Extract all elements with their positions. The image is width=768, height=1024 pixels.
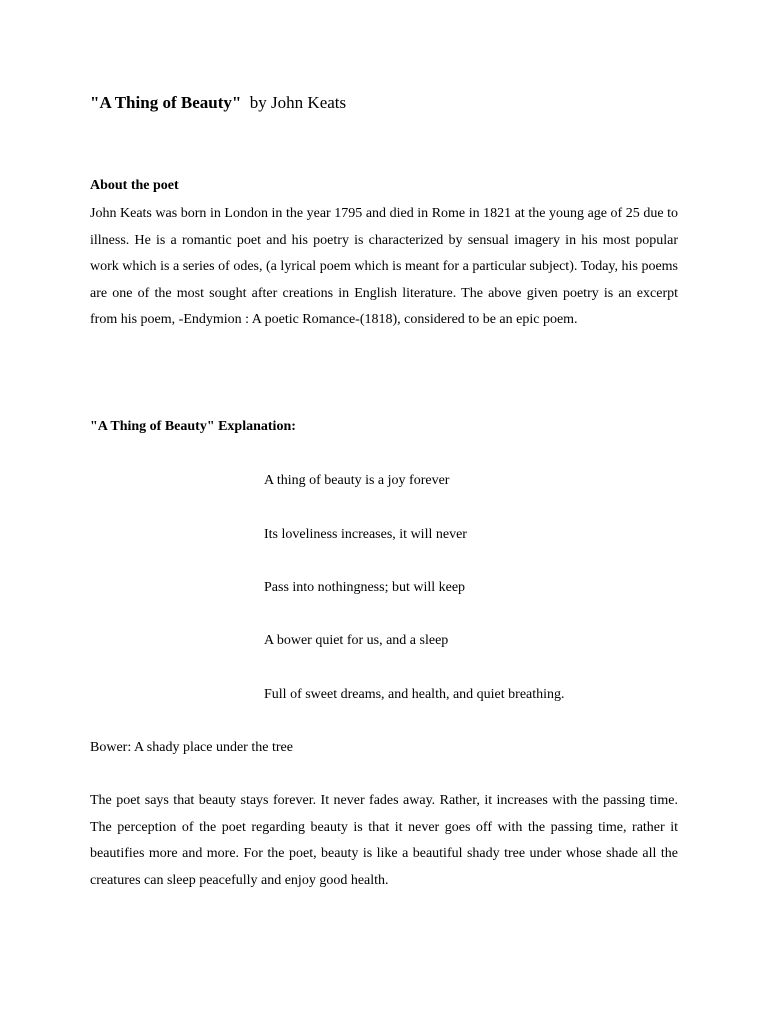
explanation-heading: "A Thing of Beauty" Explanation: xyxy=(90,419,296,434)
verse-line: Its loveliness increases, it will never xyxy=(264,527,467,542)
verse-line: Full of sweet dreams, and health, and quiet breathing. xyxy=(264,687,565,702)
document-title xyxy=(90,92,346,114)
verse-line: A bower quiet for us, and a sleep xyxy=(264,633,449,648)
poem-title: "A Thing of Beauty" xyxy=(90,93,242,112)
word-gloss: Bower: A shady place under the tree xyxy=(90,740,293,755)
about-poet-heading: About the poet xyxy=(90,178,179,193)
verse-line: Pass into nothingness; but will keep xyxy=(264,580,466,595)
poem-author: by John Keats xyxy=(249,93,347,112)
verse-line: A thing of beauty is a joy forever xyxy=(264,473,450,488)
about-poet-paragraph: John Keats was born in London in the year 1795 and died in Rome in 1821 at the young age of 25 due to illness. He is a romantic poet and his poetry is characterized by sensual imagery in his most popular work which is a series of odes, (a lyrical poem which is meant for a particular subject). Today, his poems are one of the most sought after creations in English literature. The above given poetry is an excerpt from his poem, -Endymion : A poetic Romance-(1818), considered to be an epic poem. xyxy=(90,206,678,328)
explanation-paragraph: The poet says that beauty stays forever. It never fades away. Rather, it increases with the passing time. The perception of the poet regarding beauty is that it never goes off with the passing time, rather it beautifies more and more. For the poet, beauty is like a beautiful shady tree under whose shade all the creatures can sleep peacefully and enjoy good health. xyxy=(90,793,678,888)
